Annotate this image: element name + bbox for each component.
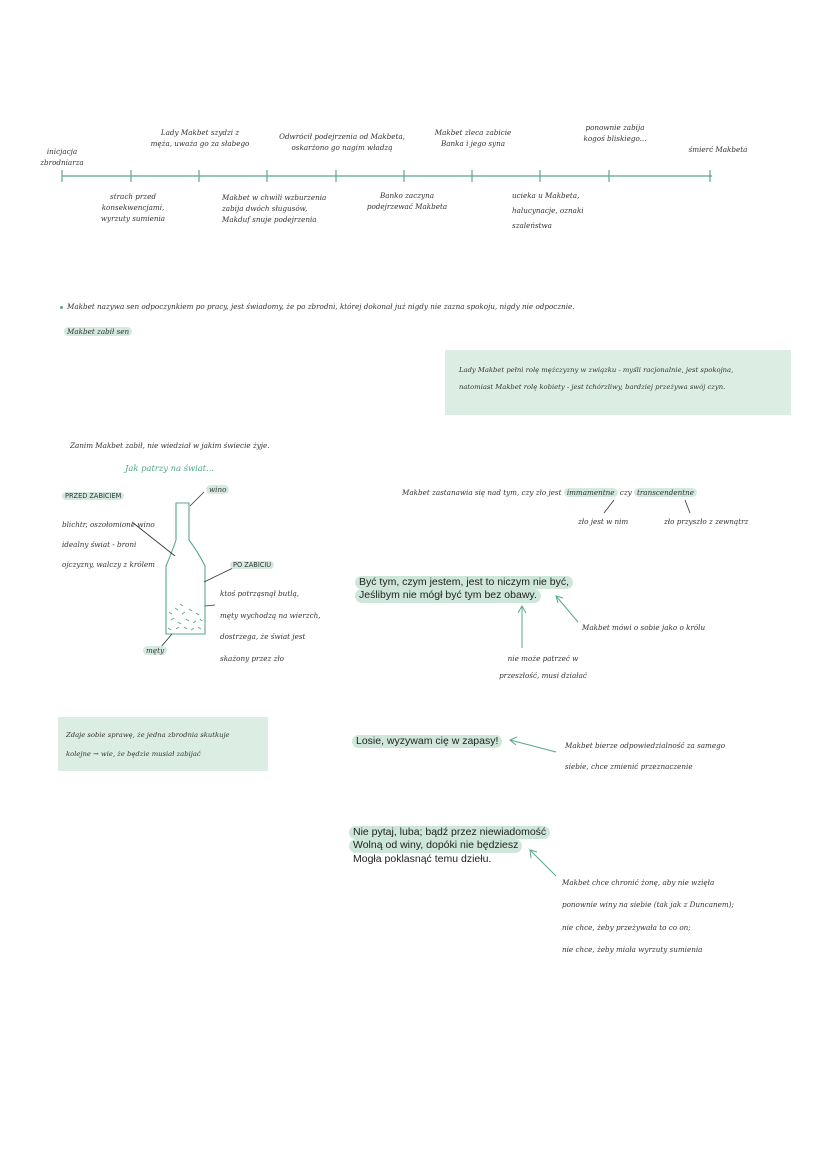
quote-being — [355, 576, 573, 603]
timeline-text: konsekwencjami, — [101, 203, 165, 213]
note-sleep-text: Makbet nazywa sen odpoczynkiem po pracy, jest świadomy, że po zbrodni, której dokonał już nigdy nie zazna spokoju, nigdy nie odpocznie. — [67, 302, 575, 311]
timeline-text: Lady Makbet szydzi z — [160, 128, 240, 137]
timeline-label-servants — [222, 192, 340, 225]
timeline-text: inicjacja — [46, 147, 78, 156]
evil-transcendent: transcendentne — [634, 488, 697, 497]
quote-line: Być tym, czym jestem, jest to niczym nie być, — [355, 576, 573, 589]
quote-line: Jeślibym nie mógł być tym bez obawy. — [355, 589, 541, 602]
note-line: przeszłość, musi działać — [499, 671, 587, 681]
highlight-macbeth-killed-sleep: Makbet zabił sen — [64, 327, 132, 336]
timeline-text: ponownie zabija — [585, 123, 645, 132]
timeline-text: ucieka u Makbeta, — [512, 191, 580, 200]
note-line: siebie, chce zmienić przeznaczenie — [565, 761, 693, 771]
quote-fate — [352, 735, 502, 748]
after-line: skażony przez zło — [220, 653, 285, 663]
box-lady-line: natomiast Makbet rolę kobiety - jest tchórzliwy, bardziej przeżywa swój czyn. — [459, 382, 726, 391]
wine-label — [206, 484, 229, 495]
note-line: nie chce, żeby przeżywała to co on; — [562, 922, 691, 932]
timeline-label-lady-mocks — [140, 127, 260, 149]
wine-bottle — [166, 503, 205, 634]
after-line: ktoś potrząsnął butlą, — [220, 589, 300, 598]
after-title — [230, 560, 274, 570]
box-lady-line: Lady Makbet pełni rolę mężczyzny w związku - myśli racjonalnie, jest spokojna, — [459, 366, 734, 374]
timeline-label-initiation — [38, 146, 86, 168]
box-chain-of-crimes — [58, 717, 268, 771]
before-line: blichtr, oszołomione wino — [62, 520, 155, 529]
before-line: ojczyzny, walczy z królem — [62, 559, 155, 569]
evil-question — [402, 487, 697, 498]
quote-line: Losie, wyzywam cię w zapasy! — [352, 735, 502, 748]
timeline-label-kills-again — [572, 122, 658, 144]
quote-dont-ask — [349, 826, 550, 866]
timeline-text: szaleństwa — [512, 221, 552, 231]
note-sleep-highlight — [64, 326, 132, 337]
world-intro: Zanim Makbet zabił, nie wiedział w jakim świecie żyje. — [70, 441, 270, 450]
quote-line: Nie pytaj, luba; bądź przez niewiadomość — [349, 826, 550, 839]
timeline-text: Makbet zleca zabicie — [434, 128, 512, 137]
evil-immanent-note: zło jest w nim — [578, 517, 629, 526]
timeline-label-fear — [92, 191, 174, 224]
timeline-text: Odwrócił podejrzenia od Makbeta, — [279, 132, 405, 141]
note-line: nie może patrzeć w — [507, 654, 579, 663]
timeline-label-suspicion — [276, 131, 408, 153]
world-subtitle: Jak patrzy na świat... — [125, 463, 215, 473]
quote-line: Wolną od winy, dopóki nie będziesz — [349, 839, 522, 852]
quote-dont-ask-note — [562, 872, 734, 961]
timeline-text: oskarżono go nagim władzą — [291, 143, 393, 153]
quote-being-note-past — [488, 650, 598, 685]
evil-question-pre: Makbet zastanawia się nad tym, czy zło jest — [402, 488, 562, 497]
quote-being-note-king: Makbet mówi o sobie jako o królu — [582, 623, 706, 632]
timeline-text: śmierć Makbeta — [688, 145, 748, 154]
after-line: dostrzega, że świat jest — [220, 632, 306, 642]
timeline-text: Makbet w chwili wzburzenia — [222, 193, 327, 202]
timeline-text: Banko zaczyna — [379, 191, 435, 200]
timeline-text: strach przed — [110, 192, 156, 201]
timeline-label-banquo-order — [420, 127, 526, 149]
dregs-label — [143, 645, 167, 656]
after-list — [220, 583, 321, 669]
after-title-text: PO ZABICIU — [230, 561, 274, 569]
timeline-text: zabija dwóch sługusów, — [222, 204, 308, 214]
dregs-particles — [168, 604, 202, 630]
before-list — [62, 515, 155, 574]
note-line: Makbet bierze odpowiedzialność za samego — [565, 741, 726, 750]
before-title-text: PRZED ZABICIEM — [62, 492, 124, 500]
timeline-label-madness — [512, 190, 612, 231]
timeline-text: wyrzuty sumienia — [100, 214, 166, 224]
quote-line: Mogła poklasnąć temu dziełu. — [353, 852, 492, 865]
dregs-label-text: męty — [143, 646, 167, 655]
timeline-label-banquo-suspects — [358, 190, 456, 212]
before-title — [62, 491, 124, 501]
timeline-text: zbrodniarza — [40, 158, 84, 168]
evil-transcendent-note: zło przyszło z zewnątrz — [664, 517, 749, 526]
timeline-text: Makduf snuje podejrzenia — [222, 215, 317, 225]
note-line: nie chce, żeby miała wyrzuty sumienia — [562, 944, 703, 954]
evil-immanent: immamentne — [564, 488, 618, 497]
wine-label-text: wino — [206, 485, 229, 494]
after-line: męty wychodzą na wierzch, — [220, 610, 321, 620]
box-chain-line: Zdaje sobie sprawę, że jedna zbrodnia skutkuje — [66, 731, 230, 739]
bullet-dot — [59, 305, 65, 311]
timeline-text: kogoś bliskiego... — [583, 134, 647, 144]
note-line: Makbet chce chronić żonę, aby nie wzięła — [562, 878, 715, 887]
timeline-label-death — [680, 144, 756, 155]
box-lady-macbeth-roles — [445, 350, 791, 415]
box-chain-line: kolejne → wie, że będzie musiał zabijać — [66, 750, 201, 759]
evil-question-mid: czy — [619, 488, 632, 497]
timeline-text: Banka i jego syna — [440, 139, 506, 149]
evil-arrows — [604, 500, 690, 513]
note-line: ponownie winy na siebie (tak jak z Duncanem); — [562, 900, 734, 910]
timeline-text: podejrzewać Makbeta — [366, 202, 448, 212]
quote-fate-note — [565, 736, 725, 777]
timeline-text: męża, uważa go za słabego — [150, 139, 250, 149]
timeline-text: halucynacje, oznaki — [512, 206, 584, 216]
before-line: idealny świat - broni — [62, 539, 137, 549]
